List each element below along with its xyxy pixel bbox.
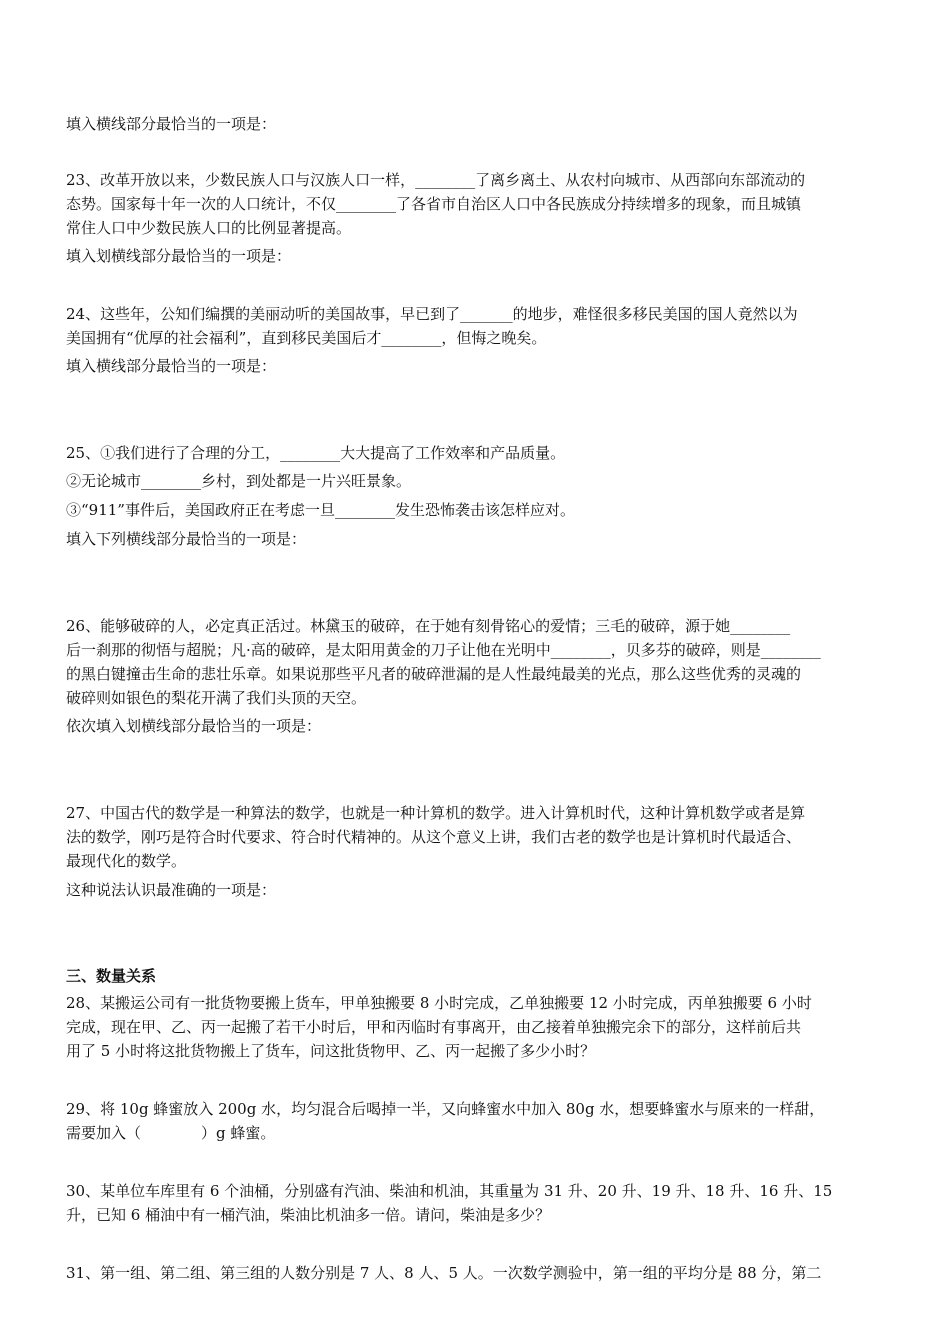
q23-line-3: 常住人口中少数民族人口的比例显著提高。	[66, 219, 352, 237]
q24-line-1: 24、这些年，公知们编撰的美丽动听的美国故事，早已到了_______的地步，难怪很多移民美国的国人竟然以为	[66, 305, 798, 323]
q27-prompt: 这种说法认识最准确的一项是：	[66, 881, 277, 899]
q23-line-2: 态势。国家每十年一次的人口统计，不仅________了各省市自治区人口中各民族成分持续增多的现象，而且城镇	[66, 195, 802, 213]
q22-prompt: 填入横线部分最恰当的一项是：	[66, 115, 277, 133]
q24-prompt: 填入横线部分最恰当的一项是：	[66, 357, 277, 375]
q30-line-1: 30、某单位车库里有 6 个油桶，分别盛有汽油、柴油和机油，其重量为 31 升、20 升、19 升、18 升、16 升、15	[66, 1182, 833, 1200]
q26-line-4: 破碎则如银色的梨花开满了我们头顶的天空。	[66, 689, 367, 707]
section-heading: 三、数量关系	[66, 967, 157, 985]
q26-line-2: 后一刹那的彻悟与超脱；凡·高的破碎，是太阳用黄金的刀子让他在光明中________，贝多芬的破碎，则是________	[66, 641, 821, 659]
q28-line-3: 用了 5 小时将这批货物搬上了货车，问这批货物甲、乙、丙一起搬了多少小时？	[66, 1042, 596, 1060]
q25-prompt: 填入下列横线部分最恰当的一项是：	[66, 530, 307, 548]
q28-line-1: 28、某搬运公司有一批货物要搬上货车，甲单独搬要 8 小时完成，乙单独搬要 12 小时完成，丙单独搬要 6 小时	[66, 994, 812, 1012]
q30-line-2: 升，已知 6 桶油中有一桶汽油，柴油比机油多一倍。请问，柴油是多少？	[66, 1206, 551, 1224]
q23-line-1: 23、改革开放以来，少数民族人口与汉族人口一样，________了离乡离土、从农村向城市、从西部向东部流动的	[66, 171, 806, 189]
q27-line-3: 最现代化的数学。	[66, 852, 187, 870]
q27-line-1: 27、中国古代的数学是一种算法的数学，也就是一种计算机的数学。进入计算机时代，这种计算机数学或者是算	[66, 804, 806, 822]
q31-line-1: 31、第一组、第二组、第三组的人数分别是 7 人、8 人、5 人。一次数学测验中，第一组的平均分是 88 分，第二	[66, 1264, 822, 1282]
q28-line-2: 完成，现在甲、乙、丙一起搬了若干小时后，甲和丙临时有事离开，由乙接着单独搬完余下的部分，这样前后共	[66, 1018, 802, 1036]
q29-line-2: 需要加入（ ）g 蜂蜜。	[66, 1124, 276, 1142]
q26-line-3: 的黑白键撞击生命的悲壮乐章。如果说那些平凡者的破碎泄漏的是人性最纯最美的光点，那么这些优秀的灵魂的	[66, 665, 802, 683]
q27-line-2: 法的数学，刚巧是符合时代要求、符合时代精神的。从这个意义上讲，我们古老的数学也是计算机时代最适合、	[66, 828, 802, 846]
q25-line-2: ②无论城市________乡村，到处都是一片兴旺景象。	[66, 472, 412, 490]
q26-prompt: 依次填入划横线部分最恰当的一项是：	[66, 717, 322, 735]
q24-line-2: 美国拥有“优厚的社会福利”，直到移民美国后才________，但悔之晚矣。	[66, 329, 547, 347]
q29-line-1: 29、将 10g 蜂蜜放入 200g 水，均匀混合后喝掉一半，又向蜂蜜水中加入 80g 水，想要蜂蜜水与原来的一样甜，	[66, 1100, 825, 1118]
q26-line-1: 26、能够破碎的人，必定真正活过。林黛玉的破碎，在于她有刻骨铭心的爱情；三毛的破碎，源于她________	[66, 617, 791, 635]
q25-line-1: 25、①我们进行了合理的分工，________大大提高了工作效率和产品质量。	[66, 444, 566, 462]
q23-prompt: 填入划横线部分最恰当的一项是：	[66, 247, 292, 265]
q25-line-3: ③“911”事件后，美国政府正在考虑一旦________发生恐怖袭击该怎样应对。	[66, 501, 575, 519]
